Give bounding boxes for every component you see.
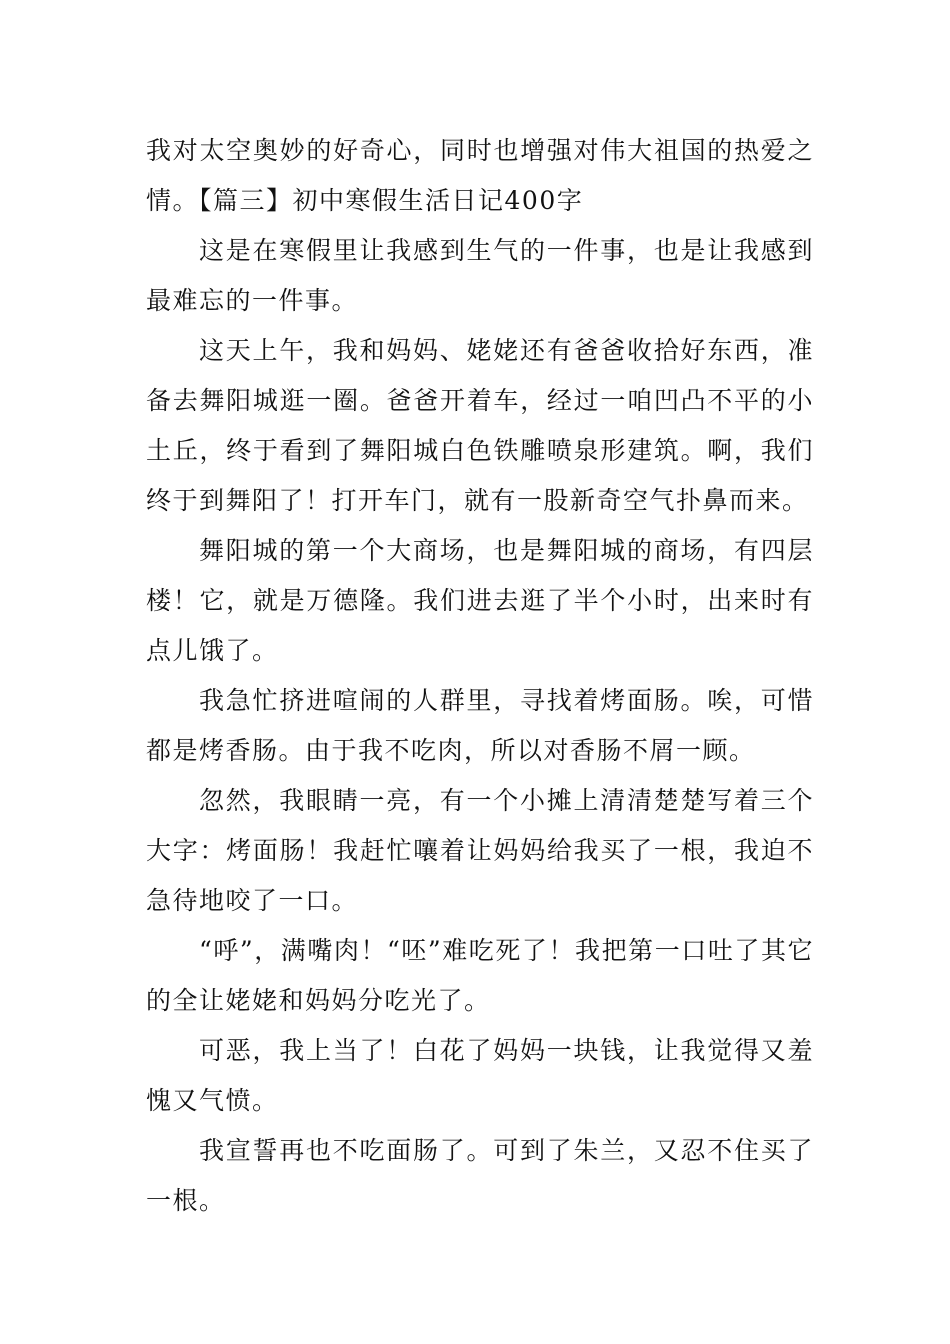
paragraph-6: 忽然，我眼睛一亮，有一个小摊上清清楚楚写着三个大字：烤面肠！我赶忙嚷着让妈妈给我买了一根，我迫不急待地咬了一口。: [146, 786, 814, 915]
paragraph-5: 我急忙挤进喧闹的人群里，寻找着烤面肠。唉，可惜都是烤香肠。由于我不吃肉，所以对香肠不屑一顾。: [146, 686, 814, 765]
document-body: [146, 126, 814, 1226]
paragraph-4: 舞阳城的第一个大商场，也是舞阳城的商场，有四层楼！它，就是万德隆。我们进去逛了半个小时，出来时有点儿饿了。: [146, 536, 814, 665]
paragraph-7: “呼”，满嘴肉！“呸”难吃死了！我把第一口吐了其它的全让姥姥和妈妈分吃光了。: [146, 936, 814, 1015]
paragraph-2: 这是在寒假里让我感到生气的一件事，也是让我感到最难忘的一件事。: [146, 236, 814, 315]
paragraph-3: 这天上午，我和妈妈、姥姥还有爸爸收拾好东西，准备去舞阳城逛一圈。爸爸开着车，经过一咱凹凸不平的小土丘，终于看到了舞阳城白色铁雕喷泉形建筑。啊，我们终于到舞阳了！打开车门，就有一股新奇空气扑鼻而来。: [146, 336, 814, 515]
paragraph-8: 可恶，我上当了！白花了妈妈一块钱，让我觉得又羞愧又气愤。: [146, 1036, 814, 1115]
paragraph-1: 我对太空奥妙的好奇心，同时也增强对伟大祖国的热爱之情。【篇三】初中寒假生活日记400字: [146, 136, 814, 215]
paragraph-9: 我宣誓再也不吃面肠了。可到了朱兰，又忍不住买了一根。: [146, 1136, 814, 1215]
